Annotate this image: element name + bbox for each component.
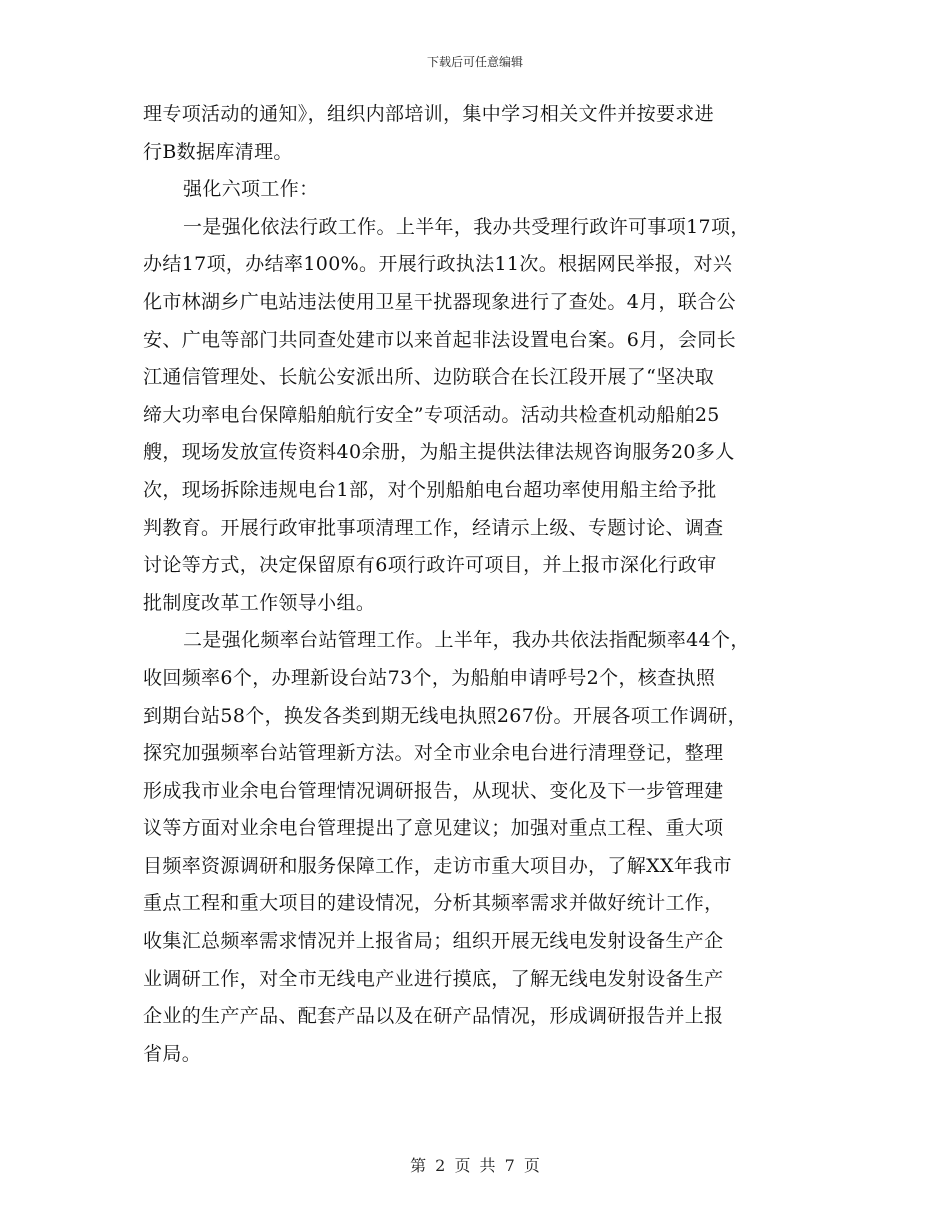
text-line: 省局。 (143, 1042, 202, 1065)
text-line: 艘，现场发放宣传资料40余册，为船主提供法律法规咨询服务20多人 (143, 441, 735, 464)
text-line: 收回频率6个，办理新设台站73个，为船舶申请呼号2个，核查执照 (143, 666, 716, 689)
text-line: 二是强化频率台站管理工作。上半年，我办共依法指配频率44个， (183, 629, 750, 652)
text-line: 判教育。开展行政审批事项清理工作，经请示上级、专题讨论、调查 (143, 516, 724, 539)
text-line: 理专项活动的通知》，组织内部培训，集中学习相关文件并按要求进 (143, 103, 715, 125)
text-line: 缔大功率电台保障船舶航行安全”专项活动。活动共检查机动船舶25 (143, 403, 720, 426)
text-line: 次，现场拆除违规电台1部，对个别船舶电台超功率使用船主给予批 (143, 478, 717, 501)
text-line: 业调研工作，对全市无线电产业进行摸底，了解无线电发射设备生产 (143, 967, 724, 990)
text-line: 企业的生产产品、配套产品以及在研产品情况，形成调研报告并上报 (143, 1005, 724, 1028)
text-line: 安、广电等部门共同查处建市以来首起非法设置电台案。6月，会同长 (143, 328, 736, 351)
text-line: 化市林湖乡广电站违法使用卫星干扰器现象进行了查处。4月，联合公 (143, 290, 736, 313)
text-line: 到期台站58个，换发各类到期无线电执照267份。开展各项工作调研， (143, 704, 747, 727)
text-line: 重点工程和重大项目的建设情况，分析其频率需求并做好统计工作， (143, 892, 724, 915)
text-line: 行B数据库清理。 (143, 140, 293, 163)
text-line: 江通信管理处、长航公安派出所、边防联合在长江段开展了“坚决取 (143, 366, 715, 389)
document-body (143, 96, 808, 1073)
text-line: 一是强化依法行政工作。上半年，我办共受理行政许可事项17项， (183, 215, 750, 238)
text-line: 批制度改革工作领导小组。 (143, 591, 376, 614)
text-line: 议等方面对业余电台管理提出了意见建议；加强对重点工程、重大项 (143, 817, 724, 840)
text-line: 形成我市业余电台管理情况调研报告，从现状、变化及下一步管理建 (143, 779, 724, 802)
text-line: 强化六项工作： (183, 178, 319, 201)
text-line: 讨论等方式，决定保留原有6项行政许可项目，并上报市深化行政审 (143, 554, 717, 577)
text-line: 办结17项，办结率100%。开展行政执法11次。根据网民举报，对兴 (143, 253, 733, 276)
text-line: 收集汇总频率需求情况并上报省局；组织开展无线电发射设备生产企 (143, 930, 724, 953)
page-footer: 第 2 页 共 7 页 (410, 1156, 540, 1175)
text-line: 目频率资源调研和服务保障工作，走访市重大项目办，了解XX年我市 (143, 854, 732, 877)
text-line: 探究加强频率台站管理新方法。对全市业余电台进行清理登记，整理 (143, 742, 724, 765)
page-header: 下载后可任意编辑 (426, 55, 523, 69)
